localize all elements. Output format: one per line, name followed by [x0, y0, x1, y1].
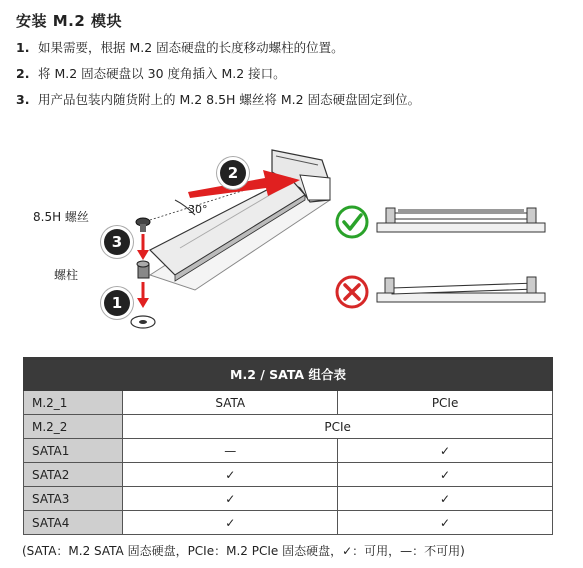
angle-label: 30° — [188, 203, 208, 216]
step-text: 如果需要，根据 M.2 固态硬盘的长度移动螺柱的位置。 — [38, 40, 344, 55]
table-legend: (SATA：M.2 SATA 固态硬盘，PCIe：M.2 PCIe 固态硬盘，✓：可用，—：不可用) — [22, 544, 465, 558]
table-cell: ✓ — [338, 463, 553, 487]
step-2-badge: 2 — [220, 160, 246, 186]
table-row — [24, 511, 553, 535]
correct-example — [337, 207, 545, 237]
table-row — [24, 439, 553, 463]
screw — [136, 218, 150, 232]
table-cell: ✓ — [338, 511, 553, 535]
wrong-example — [337, 277, 545, 307]
step-number: 2. — [16, 66, 30, 81]
table-cell: ✓ — [123, 463, 338, 487]
table-cell: ✓ — [123, 511, 338, 535]
installation-illustration — [0, 130, 583, 345]
table-row — [24, 487, 553, 511]
step-list — [16, 38, 420, 116]
table-cell: ✓ — [338, 439, 553, 463]
table-cell: PCIe — [338, 391, 553, 415]
row-label: SATA2 — [24, 463, 123, 487]
step-1-badge: 1 — [104, 290, 130, 316]
standoff — [137, 261, 149, 278]
table-row — [24, 391, 553, 415]
check-circle-icon — [337, 207, 367, 237]
step-number: 3. — [16, 92, 30, 107]
standoff-label: 螺柱 — [54, 268, 79, 282]
table-row — [24, 415, 553, 439]
step-item — [16, 38, 420, 64]
step-item — [16, 64, 420, 90]
step-text: 将 M.2 固态硬盘以 30 度角插入 M.2 接口。 — [38, 66, 286, 81]
screw-label: 8.5H 螺丝 — [33, 210, 89, 224]
row-label: SATA3 — [24, 487, 123, 511]
step-number: 1. — [16, 40, 30, 55]
table-cell: ✓ — [123, 487, 338, 511]
row-label: M.2_2 — [24, 415, 123, 439]
m2-sata-combination-table — [23, 357, 553, 535]
table-row — [24, 463, 553, 487]
table-cell: SATA — [123, 391, 338, 415]
step-3-badge: 3 — [104, 229, 130, 255]
step-text: 用产品包装内随货附上的 M.2 8.5H 螺丝将 M.2 固态硬盘固定到位。 — [38, 92, 421, 107]
row-label: SATA1 — [24, 439, 123, 463]
table-cell: ✓ — [338, 487, 553, 511]
table-cell: — — [123, 439, 338, 463]
table-title: M.2 / SATA 组合表 — [24, 358, 553, 391]
table-cell: PCIe — [123, 415, 553, 439]
row-label: M.2_1 — [24, 391, 123, 415]
section-title: 安装 M.2 模块 — [16, 12, 123, 30]
row-label: SATA4 — [24, 511, 123, 535]
step-item — [16, 90, 420, 116]
